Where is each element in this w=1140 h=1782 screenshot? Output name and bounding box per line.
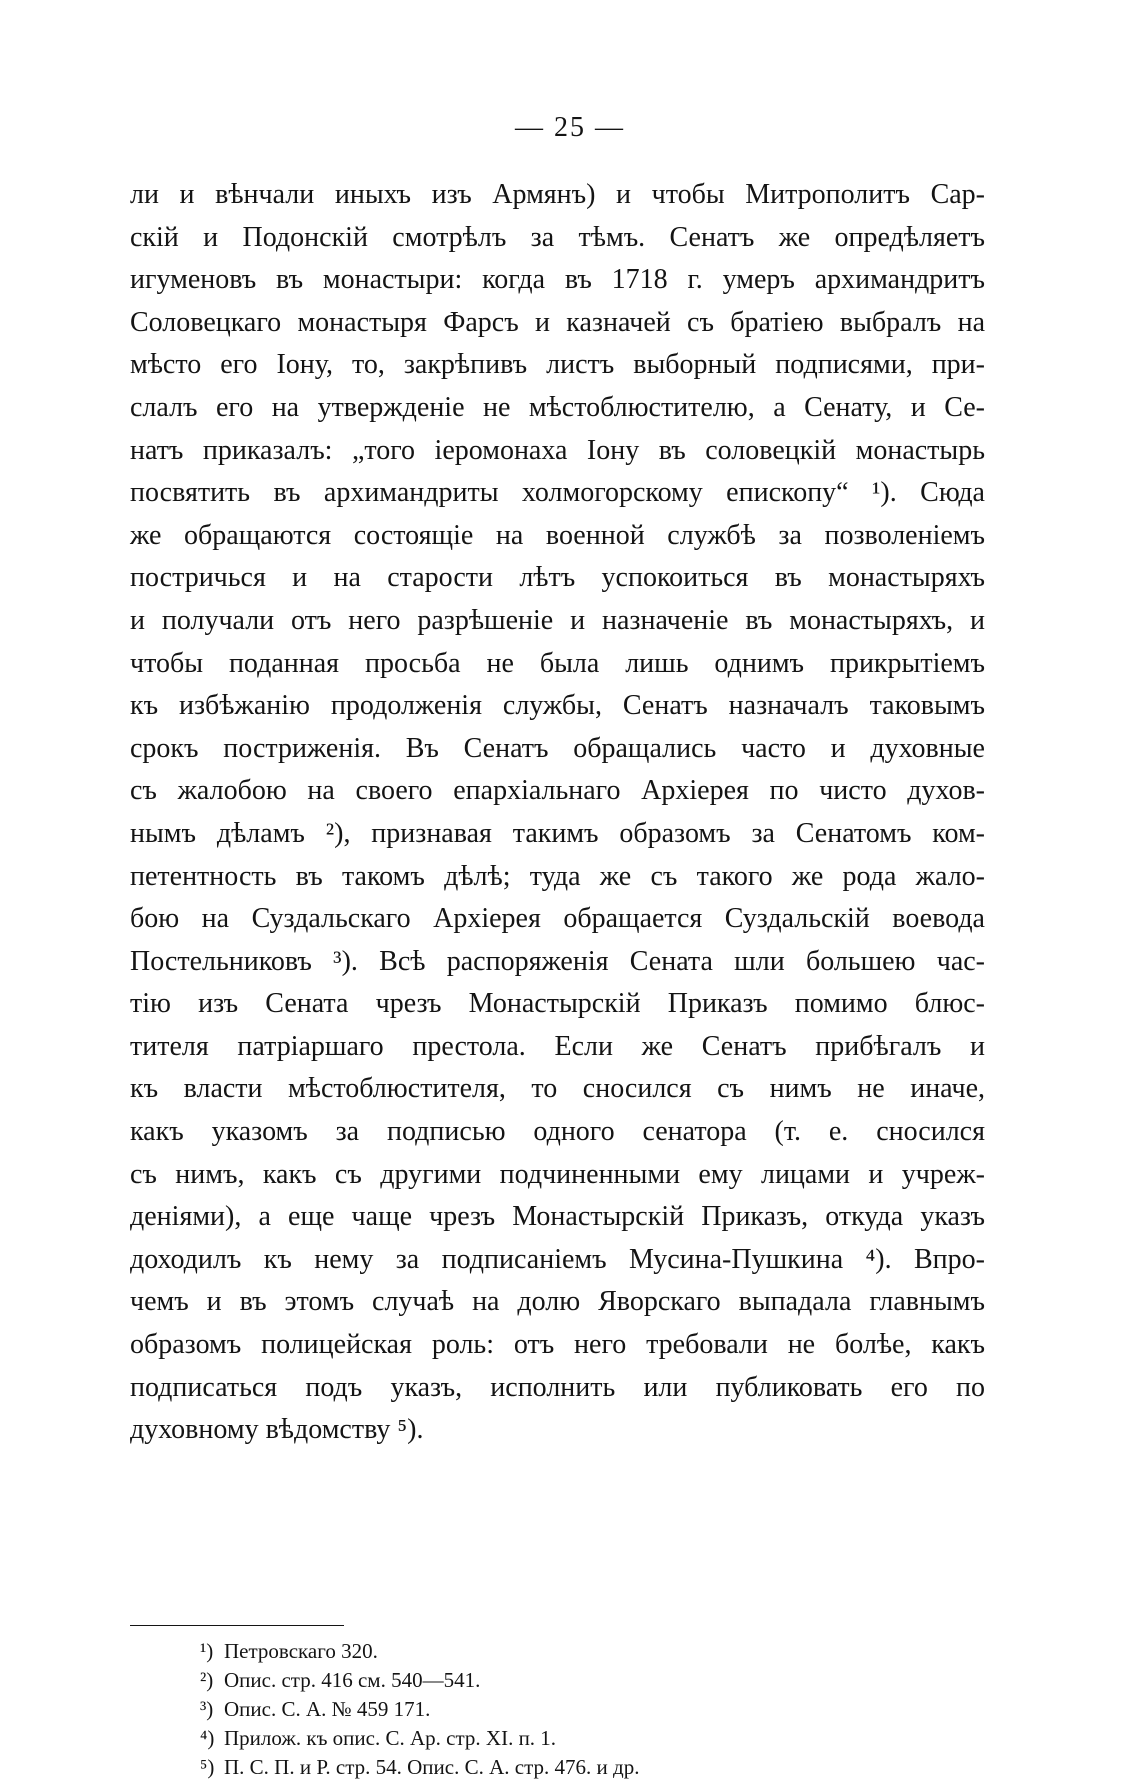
- text-line: Соловецкаго монастыря Фарсъ и казначей съ братіею выбралъ на: [130, 306, 985, 338]
- text-line: и получали отъ него разрѣшеніе и назначеніе въ монастыряхъ, и: [130, 604, 985, 636]
- footnote-marker: ³): [200, 1697, 214, 1721]
- footnote: [200, 1695, 960, 1724]
- footnote-text: Прилож. къ опис. С. Ар. стр. XI. п. 1.: [224, 1726, 557, 1750]
- text-line: слалъ его на утвержденіе не мѣстоблюстителю, а Сенату, и Се-: [130, 391, 985, 423]
- text-line: натъ приказалъ: „того іеромонаха Іону въ соловецкій монастырь: [130, 434, 985, 466]
- footnote-text: Петровскаго 320.: [224, 1639, 378, 1663]
- footnote-marker: ⁴): [200, 1726, 215, 1750]
- page-number: — 25 —: [515, 112, 625, 143]
- text-line: посвятить въ архимандриты холмогорскому епископу“ ¹). Сюда: [130, 477, 985, 509]
- text-line: къ власти мѣстоблюстителя, то сносился съ нимъ не иначе,: [130, 1073, 985, 1105]
- footnote-marker: ²): [200, 1668, 214, 1692]
- main-text-block: [130, 174, 985, 1452]
- footnote-text: Опис. С. А. № 459 171.: [224, 1697, 431, 1721]
- text-line: срокъ постриженія. Въ Сенатъ обращались часто и духовные: [130, 732, 985, 764]
- text-line: духовному вѣдомству ⁵).: [130, 1414, 424, 1446]
- footnote-text: Опис. стр. 416 см. 540—541.: [224, 1668, 481, 1692]
- text-line: съ нимъ, какъ съ другими подчиненными ему лицами и учреж-: [130, 1158, 985, 1190]
- footnote-text: П. С. П. и Р. стр. 54. Опис. С. А. стр. 476. и др.: [224, 1755, 640, 1779]
- text-line: чемъ и въ этомъ случаѣ на долю Яворскаго выпадала главнымъ: [130, 1286, 985, 1318]
- text-line: скій и Подонскій смотрѣлъ за тѣмъ. Сенатъ же опредѣляетъ: [130, 221, 985, 253]
- footnote: [200, 1753, 960, 1782]
- text-line: мѣсто его Іону, то, закрѣпивъ листъ выборный подписями, при-: [130, 349, 985, 381]
- text-line: же обращаются состоящіе на военной службѣ за позволеніемъ: [130, 519, 985, 551]
- footnotes-block: [200, 1637, 960, 1782]
- text-line: образомъ полицейская роль: отъ него требовали не болѣе, какъ: [130, 1329, 985, 1361]
- text-line: ли и вѣнчали иныхъ изъ Армянъ) и чтобы Митрополитъ Сар-: [130, 179, 985, 210]
- text-line: доходилъ къ нему за подписаніемъ Мусина-Пушкина ⁴). Впро-: [130, 1243, 985, 1275]
- text-line: съ жалобою на своего епархіальнаго Архіерея по чисто духов-: [130, 775, 985, 807]
- text-line: тителя патріаршаго престола. Если же Сенатъ прибѣгалъ и: [130, 1030, 985, 1062]
- text-line: подписаться подъ указъ, исполнить или публиковать его по: [130, 1371, 985, 1403]
- text-line: къ избѣжанію продолженія службы, Сенатъ назначалъ таковымъ: [130, 690, 985, 722]
- text-line: бою на Суздальскаго Архіерея обращается Суздальскій воевода: [130, 903, 985, 935]
- footnote: [200, 1637, 960, 1666]
- text-line: чтобы поданная просьба не была лишь однимъ прикрытіемъ: [130, 647, 985, 679]
- text-line: тію изъ Сената чрезъ Монастырскій Приказъ помимо блюс-: [130, 988, 985, 1020]
- footnote-marker: ⁵): [200, 1755, 215, 1779]
- text-line: игуменовъ въ монастыри: когда въ 1718 г. умеръ архимандритъ: [130, 264, 985, 296]
- text-line: Постельниковъ ³). Всѣ распоряженія Сената шли большею час-: [130, 945, 985, 977]
- text-line: какъ указомъ за подписью одного сенатора (т. е. сносился: [130, 1116, 985, 1148]
- text-line: нымъ дѣламъ ²), признавая такимъ образомъ за Сенатомъ ком-: [130, 817, 985, 849]
- text-line: петентность въ такомъ дѣлѣ; туда же съ такого же рода жало-: [130, 860, 985, 892]
- footnote-separator: [130, 1625, 344, 1626]
- text-line: постричься и на старости лѣтъ успокоиться въ монастыряхъ: [130, 562, 985, 594]
- footnote: [200, 1666, 960, 1695]
- footnote-marker: ¹): [200, 1639, 214, 1663]
- text-line: деніями), а еще чаще чрезъ Монастырскій Приказъ, откуда указъ: [130, 1201, 985, 1233]
